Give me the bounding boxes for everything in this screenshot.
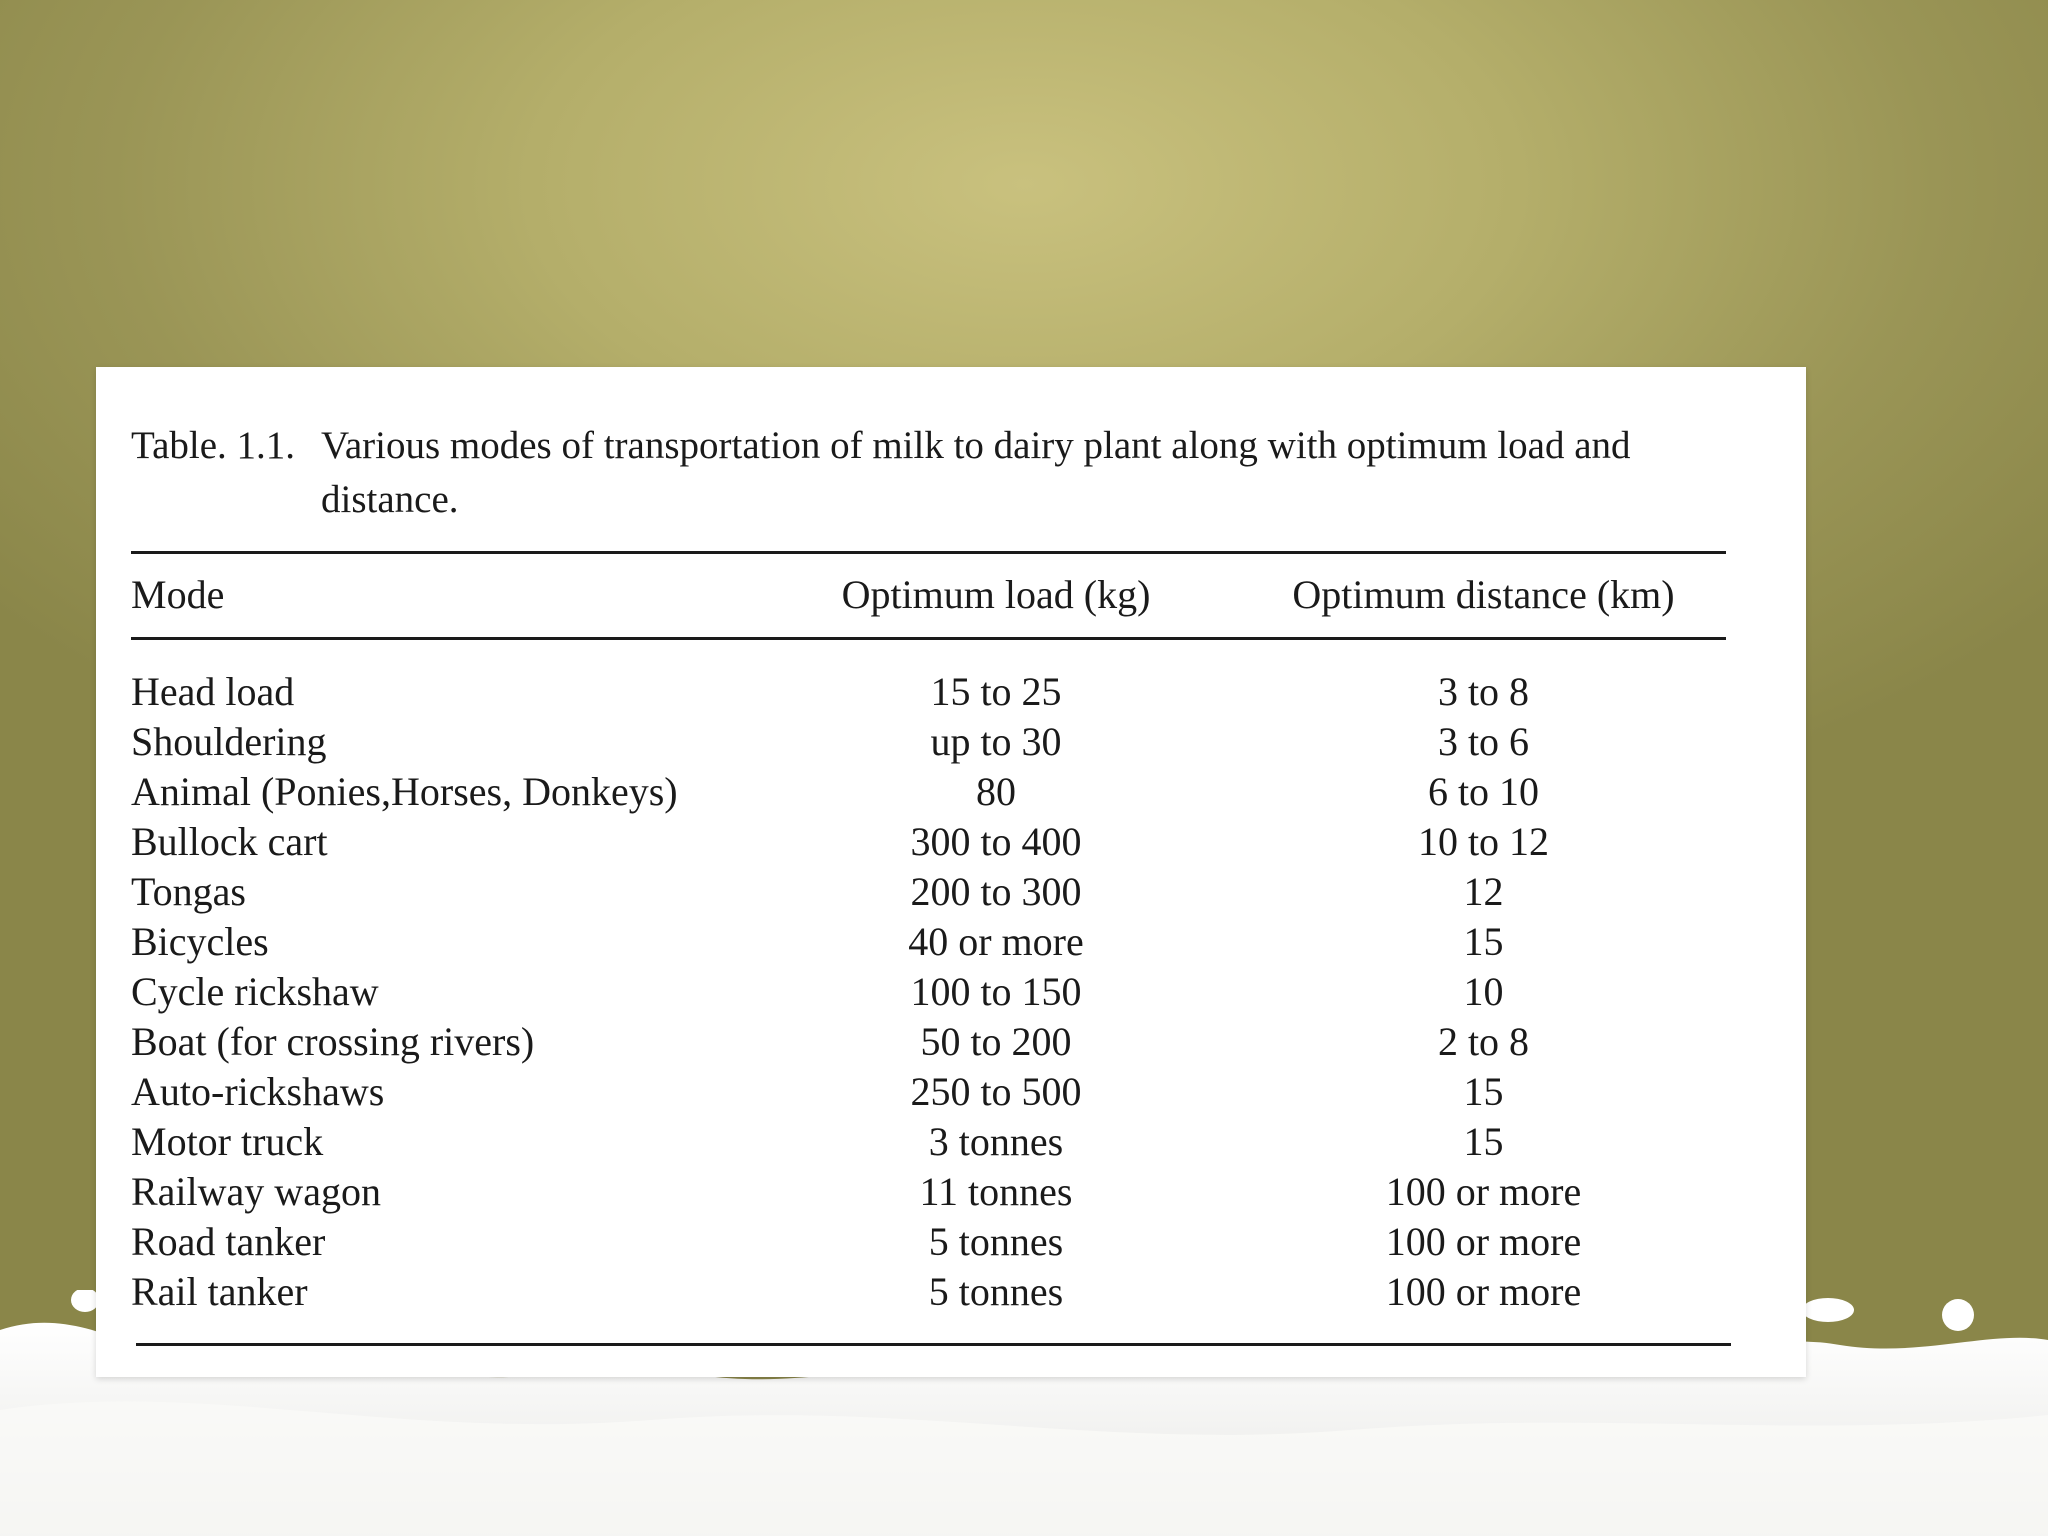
cell-load: 15 to 25 (930, 669, 1062, 714)
table-row (131, 867, 1726, 917)
cell-load: 50 to 200 (920, 1019, 1072, 1064)
table-row (131, 667, 1726, 717)
cell-mode: Auto-rickshaws (131, 1069, 385, 1114)
cell-load: 100 to 150 (910, 969, 1082, 1014)
cell-distance: 100 or more (1385, 1169, 1582, 1214)
cell-distance: 6 to 10 (1427, 769, 1540, 814)
cell-mode: Shouldering (131, 719, 327, 764)
table-top-rule (131, 551, 1726, 554)
table-caption-label: Table. 1.1. (131, 424, 296, 467)
table-row (131, 1217, 1726, 1267)
table-header-rule (131, 637, 1726, 640)
header-optimum-distance: Optimum distance (km) (1292, 572, 1675, 617)
cell-distance: 100 or more (1385, 1269, 1582, 1314)
table-row (131, 1117, 1726, 1167)
cell-mode: Tongas (131, 869, 246, 914)
table-row (131, 717, 1726, 767)
cell-load: up to 30 (930, 719, 1062, 764)
cell-load: 250 to 500 (910, 1069, 1082, 1114)
table-row (131, 1017, 1726, 1067)
header-optimum-load: Optimum load (kg) (841, 572, 1151, 617)
table-row (131, 1067, 1726, 1117)
cell-load: 200 to 300 (910, 869, 1082, 914)
cell-mode: Bullock cart (131, 819, 328, 864)
table-bottom-rule (136, 1343, 1731, 1346)
cell-distance: 2 to 8 (1437, 1019, 1530, 1064)
cell-mode: Cycle rickshaw (131, 969, 379, 1014)
cell-distance: 12 (1463, 869, 1504, 914)
cell-distance: 15 (1463, 1119, 1504, 1164)
cell-load: 80 (976, 769, 1016, 814)
cell-distance: 3 to 6 (1437, 719, 1530, 764)
cell-distance: 10 (1463, 969, 1504, 1014)
table-card (96, 367, 1806, 1377)
cell-load: 5 tonnes (928, 1269, 1064, 1314)
cell-load: 300 to 400 (910, 819, 1082, 864)
cell-distance: 100 or more (1385, 1219, 1582, 1264)
table-row (131, 967, 1726, 1017)
cell-distance: 3 to 8 (1437, 669, 1530, 714)
cell-load: 3 tonnes (928, 1119, 1064, 1164)
cell-distance: 15 (1463, 1069, 1504, 1114)
cell-load: 40 or more (908, 919, 1084, 964)
cell-load: 11 tonnes (919, 1169, 1073, 1214)
cell-mode: Road tanker (131, 1219, 326, 1264)
cell-mode: Head load (131, 669, 295, 714)
cell-mode: Boat (for crossing rivers) (131, 1019, 535, 1064)
table-row (131, 1267, 1726, 1317)
cell-mode: Rail tanker (131, 1269, 308, 1314)
table-row (131, 917, 1726, 967)
cell-mode: Motor truck (131, 1119, 324, 1164)
table-row (131, 1167, 1726, 1217)
table-body (131, 667, 1726, 1317)
table-caption (131, 419, 1751, 527)
cell-distance: 15 (1463, 919, 1504, 964)
table-row (131, 817, 1726, 867)
cell-load: 5 tonnes (928, 1219, 1064, 1264)
cell-mode: Bicycles (131, 919, 269, 964)
table-row (131, 767, 1726, 817)
table-header-row (131, 560, 1726, 630)
cell-distance: 10 to 12 (1417, 819, 1550, 864)
header-mode: Mode (131, 572, 225, 617)
table-caption-text: Various modes of transportation of milk to dairy plant along with optimum load and distance. (321, 424, 1631, 521)
cell-mode: Animal (Ponies,Horses, Donkeys) (131, 769, 678, 814)
cell-mode: Railway wagon (131, 1169, 381, 1214)
